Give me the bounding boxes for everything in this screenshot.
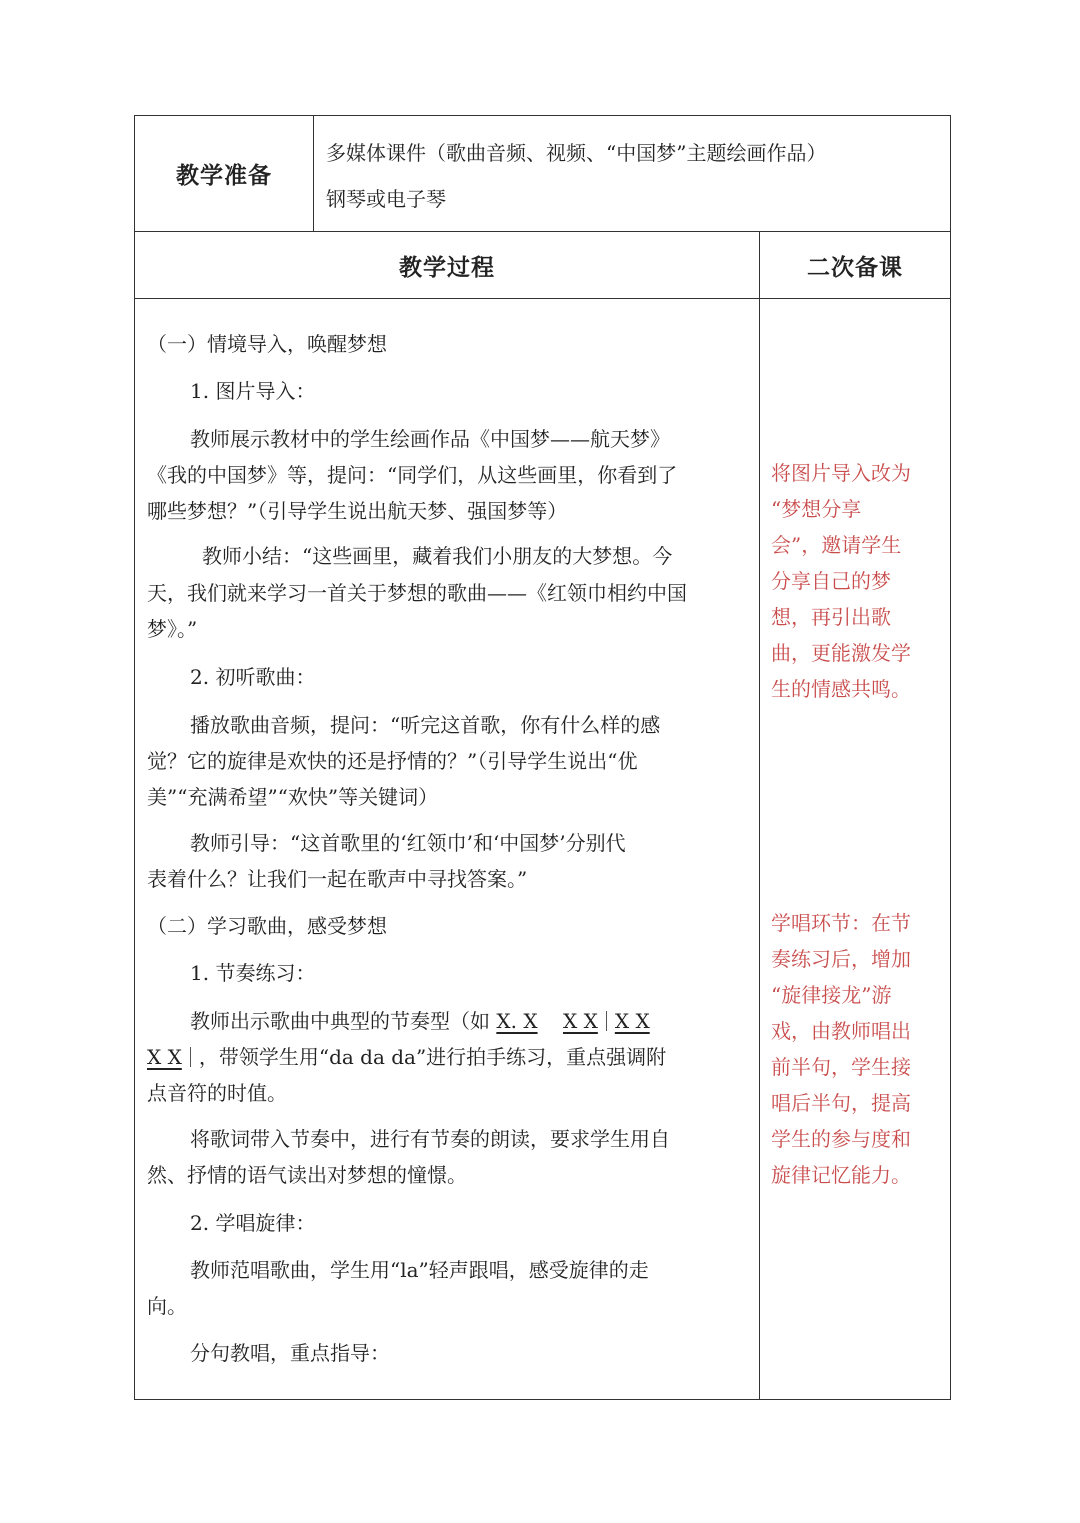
preparation-content	[314, 116, 950, 231]
paragraph-line: 《我的中国梦》等，提问：“同学们，从这些画里，你看到了	[147, 463, 678, 487]
subsection-title: 1. 图片导入：	[190, 379, 316, 403]
note-line: 将图片导入改为	[771, 461, 911, 485]
note-line: 会”，邀请学生	[771, 533, 902, 557]
paragraph-line: 教师展示教材中的学生绘画作品《中国梦——航天梦》	[190, 427, 670, 451]
paragraph-line: 梦》。”	[147, 617, 198, 641]
rhythm-pattern: X X	[147, 1045, 182, 1069]
paragraph-text: 教师出示歌曲中典型的节奏型（如	[190, 1009, 497, 1033]
paragraph-text: ，带领学生用“da da da”进行拍手练习，重点强调附	[198, 1045, 667, 1069]
note-line: 旋律记忆能力。	[771, 1163, 911, 1187]
subsection-title: 2. 学唱旋律：	[190, 1211, 316, 1235]
note-line: 学生的参与度和	[771, 1127, 911, 1151]
section-title: （一）情境导入，唤醒梦想	[147, 332, 387, 356]
note-line: 戏，由教师唱出	[771, 1019, 911, 1043]
note-line: 唱后半句，提高	[771, 1091, 911, 1115]
note-line: “旋律接龙”游	[771, 983, 892, 1007]
rhythm-pattern: X X	[614, 1009, 650, 1033]
note-line: 奏练习后，增加	[771, 947, 911, 971]
paragraph-line: 教师范唱歌曲，学生用“la”轻声跟唱，感受旋律的走	[190, 1258, 649, 1282]
paragraph-line: 教师引导：“这首歌里的‘红领巾’和‘中国梦’分别代	[190, 831, 626, 855]
preparation-row	[135, 116, 950, 232]
lesson-plan-table	[134, 115, 951, 1400]
paragraph-line: 觉？它的旋律是欢快的还是抒情的？”（引导学生说出“优	[147, 749, 638, 773]
paragraph-line: 表着什么？让我们一起在歌声中寻找答案。”	[147, 867, 528, 891]
paragraph-line: 天，我们就来学习一首关于梦想的歌曲——《红领巾相约中国	[147, 581, 687, 605]
preparation-line: 多媒体课件（歌曲音频、视频、“中国梦”主题绘画作品）	[326, 141, 827, 165]
paragraph-line: 教师小结：“这些画里，藏着我们小朋友的大梦想。今	[202, 544, 673, 568]
header-row	[135, 232, 950, 299]
rhythm-pattern: X X	[563, 1009, 598, 1033]
note-line: 想，再引出歌	[771, 605, 891, 629]
paragraph-line: 然、抒情的语气读出对梦想的憧憬。	[147, 1163, 467, 1187]
subsection-title: 2. 初听歌曲：	[190, 665, 316, 689]
note-line: 生的情感共鸣。	[771, 677, 911, 701]
note-line: 前半句，学生接	[771, 1055, 911, 1079]
process-content	[135, 299, 760, 1399]
section-title: （二）学习歌曲，感受梦想	[147, 914, 387, 938]
process-header: 教学过程	[135, 232, 760, 298]
preparation-line: 钢琴或电子琴	[326, 187, 446, 211]
note-line: 学唱环节：在节	[771, 911, 911, 935]
second-prep-header: 二次备课	[807, 254, 903, 281]
preparation-label-cell	[135, 116, 314, 231]
paragraph-line	[190, 1011, 650, 1031]
paragraph-line: 播放歌曲音频，提问：“听完这首歌，你有什么样的感	[190, 713, 661, 737]
paragraph-line	[147, 1047, 666, 1067]
paragraph-line: 美”“充满希望”“欢快”等关键词）	[147, 785, 439, 809]
bar-line	[606, 1011, 607, 1031]
second-prep-notes	[760, 299, 950, 1399]
subsection-title: 1. 节奏练习：	[190, 961, 316, 985]
note-line: 曲，更能激发学	[771, 641, 911, 665]
note-line: “梦想分享	[771, 497, 862, 521]
paragraph-line: 点音符的时值。	[147, 1081, 287, 1105]
body-row	[135, 299, 950, 1399]
bar-line	[190, 1047, 191, 1067]
paragraph-line: 向。	[147, 1294, 187, 1318]
paragraph-line: 将歌词带入节奏中，进行有节奏的朗读，要求学生用自	[190, 1127, 670, 1151]
paragraph-line: 分句教唱，重点指导：	[190, 1341, 390, 1365]
preparation-label: 教学准备	[176, 163, 272, 189]
rhythm-pattern: X. X	[496, 1009, 538, 1033]
note-line: 分享自己的梦	[771, 569, 891, 593]
paragraph-line: 哪些梦想？”（引导学生说出航天梦、强国梦等）	[147, 499, 568, 523]
